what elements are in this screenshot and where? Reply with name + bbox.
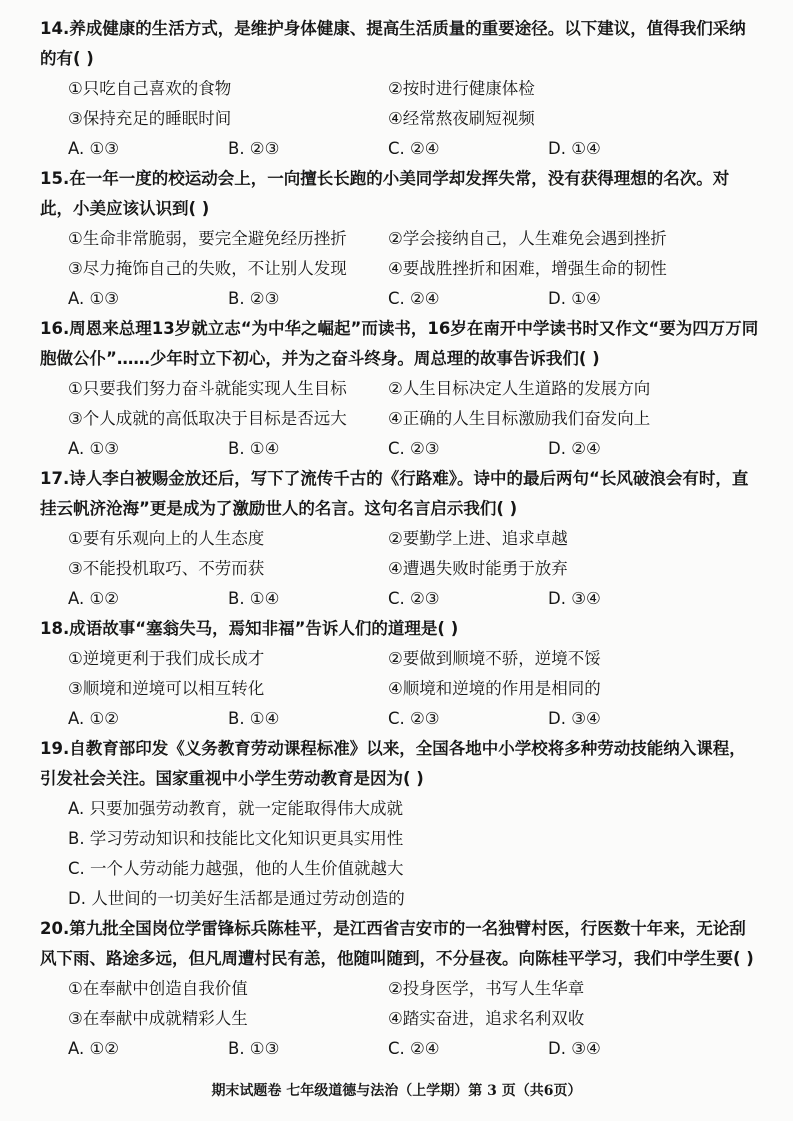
answer-choice-d: D. ③④ <box>548 589 601 608</box>
option: ①逆境更利于我们成长成才 <box>68 649 265 668</box>
option: ③在奉献中成就精彩人生 <box>68 1009 248 1028</box>
answer-choice-c: C. 一个人劳动能力越强，他的人生价值就越大 <box>68 859 404 878</box>
question-14 <box>40 14 759 164</box>
answer-choices <box>68 704 759 734</box>
question-stem: 自教育部印发《义务教育劳动课程标准》以来，全国各地中小学校将多种劳动技能纳入课程，引发社会关注。国家重视中小学生劳动教育是因为( ) <box>40 739 746 788</box>
answer-choice-b: B. ①④ <box>228 439 280 458</box>
answer-choice-d: D. ③④ <box>548 709 601 728</box>
answer-choice-d: D. ②④ <box>548 439 601 458</box>
option-list <box>68 644 759 704</box>
answer-choice-d: D. ③④ <box>548 1039 601 1058</box>
answer-choice-c: C. ②③ <box>388 589 440 608</box>
option: ②按时进行健康体检 <box>388 79 535 98</box>
question-stem: 第九批全国岗位学雷锋标兵陈桂平，是江西省吉安市的一名独臂村医，行医数十年来，无论刮风下雨、路途多远，但凡周遭村民有恙，他随叫随到，不分昼夜。向陈桂平学习，我们中学生要( ) <box>40 919 754 968</box>
answer-choice-a: A. ①③ <box>68 439 120 458</box>
option: ②投身医学，书写人生华章 <box>388 979 585 998</box>
option: ④经常熬夜刷短视频 <box>388 109 535 128</box>
question-number: 17. <box>40 469 70 488</box>
option: ①只吃自己喜欢的食物 <box>68 79 232 98</box>
answer-choice-b: B. ①③ <box>228 1039 280 1058</box>
option: ②要做到顺境不骄，逆境不馁 <box>388 649 601 668</box>
option: ③尽力掩饰自己的失败，不让别人发现 <box>68 259 347 278</box>
option: ③不能投机取巧、不劳而获 <box>68 559 265 578</box>
answer-lines <box>68 794 759 914</box>
answer-choice-b: B. ①④ <box>228 589 280 608</box>
option-list <box>68 374 759 434</box>
option: ①生命非常脆弱，要完全避免经历挫折 <box>68 229 347 248</box>
question-number: 20. <box>40 919 70 938</box>
answer-choice-c: C. ②③ <box>388 709 440 728</box>
option: ④顺境和逆境的作用是相同的 <box>388 679 601 698</box>
question-18 <box>40 614 759 734</box>
option: ②要勤学上进、追求卓越 <box>388 529 568 548</box>
answer-choice-d: D. ①④ <box>548 139 601 158</box>
option: ④踏实奋进，追求名利双收 <box>388 1009 585 1028</box>
option-list <box>68 74 759 134</box>
option: ④要战胜挫折和困难，增强生命的韧性 <box>388 259 667 278</box>
answer-choice-a: A. ①③ <box>68 289 120 308</box>
answer-choice-a: A. ①② <box>68 1039 120 1058</box>
question-stem: 周恩来总理13岁就立志“为中华之崛起”而读书，16岁在南开中学读书时又作文“要为四万万同胞做公仆”……少年时立下初心，并为之奋斗终身。周总理的故事告诉我们( ) <box>40 319 759 368</box>
option-list <box>68 224 759 284</box>
answer-choice-a: A. ①② <box>68 589 120 608</box>
question-stem: 成语故事“塞翁失马，焉知非福”告诉人们的道理是( ) <box>69 619 459 638</box>
option-list <box>68 524 759 584</box>
answer-choices <box>68 584 759 614</box>
option: ②学会接纳自己，人生难免会遇到挫折 <box>388 229 667 248</box>
answer-choice-c: C. ②③ <box>388 439 440 458</box>
option: ①只要我们努力奋斗就能实现人生目标 <box>68 379 347 398</box>
option: ④正确的人生目标激励我们奋发向上 <box>388 409 651 428</box>
answer-choices <box>68 284 759 314</box>
question-19 <box>40 734 759 914</box>
question-number: 16. <box>40 319 70 338</box>
answer-choice-a: A. ①③ <box>68 139 120 158</box>
question-stem: 诗人李白被赐金放还后，写下了流传千古的《行路难》。诗中的最后两句“长风破浪会有时，直挂云帆济沧海”更是成为了激励世人的名言。这句名言启示我们( ) <box>40 469 749 518</box>
question-stem: 养成健康的生活方式，是维护身体健康、提高生活质量的重要途径。以下建议，值得我们采纳的有( ) <box>40 19 746 68</box>
question-stem: 在一年一度的校运动会上，一向擅长长跑的小美同学却发挥失常，没有获得理想的名次。对此，小美应该认识到( ) <box>40 169 730 218</box>
option: ③顺境和逆境可以相互转化 <box>68 679 265 698</box>
answer-choices <box>68 134 759 164</box>
question-17 <box>40 464 759 614</box>
question-number: 15. <box>40 169 70 188</box>
page-footer: 期末试题卷 七年级道德与法治（上学期）第 3 页（共6页） <box>211 1083 582 1099</box>
answer-choice-a: A. ①② <box>68 709 120 728</box>
answer-choice-b: B. ②③ <box>228 139 280 158</box>
option: ③个人成就的高低取决于目标是否远大 <box>68 409 347 428</box>
answer-choice-c: C. ②④ <box>388 1039 440 1058</box>
option-list <box>68 974 759 1034</box>
answer-choice-d: D. 人世间的一切美好生活都是通过劳动创造的 <box>68 889 405 908</box>
question-16 <box>40 314 759 464</box>
answer-choice-c: C. ②④ <box>388 139 440 158</box>
question-20 <box>40 914 759 1064</box>
option: ③保持充足的睡眠时间 <box>68 109 232 128</box>
answer-choice-c: C. ②④ <box>388 289 440 308</box>
option: ②人生目标决定人生道路的发展方向 <box>388 379 651 398</box>
answer-choices <box>68 434 759 464</box>
question-number: 19. <box>40 739 70 758</box>
answer-choice-a: A. 只要加强劳动教育，就一定能取得伟大成就 <box>68 799 403 818</box>
answer-choice-d: D. ①④ <box>548 289 601 308</box>
option: ①在奉献中创造自我价值 <box>68 979 248 998</box>
question-number: 18. <box>40 619 70 638</box>
option: ①要有乐观向上的人生态度 <box>68 529 265 548</box>
answer-choice-b: B. ①④ <box>228 709 280 728</box>
question-15 <box>40 164 759 314</box>
answer-choice-b: B. ②③ <box>228 289 280 308</box>
option: ④遭遇失败时能勇于放弃 <box>388 559 568 578</box>
answer-choices <box>68 1034 759 1064</box>
answer-choice-b: B. 学习劳动知识和技能比文化知识更具实用性 <box>68 829 404 848</box>
question-number: 14. <box>40 19 70 38</box>
